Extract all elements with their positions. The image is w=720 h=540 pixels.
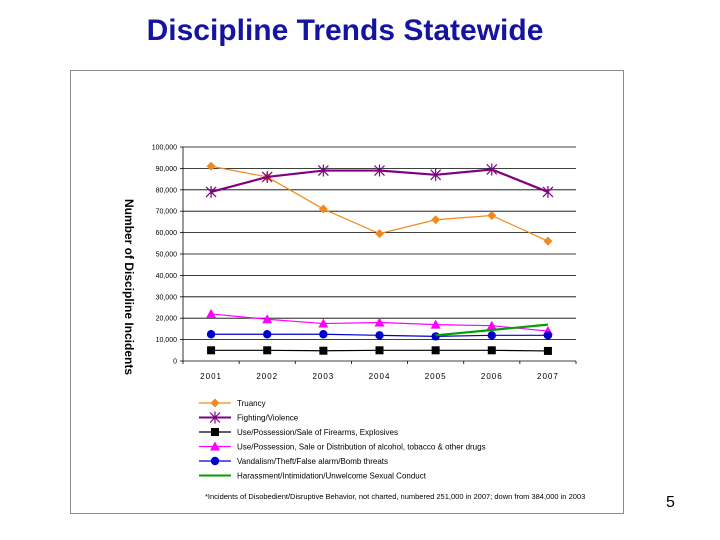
legend-label: Use/Possession, Sale or Distribution of alcohol, tobacco & other drugs [237, 442, 486, 452]
data-point [319, 347, 327, 355]
x-tick-labels [200, 372, 559, 381]
x-tick-label: 2002 [256, 372, 279, 381]
data-point [431, 215, 440, 224]
data-point [207, 346, 215, 354]
x-tick-label: 2003 [312, 372, 335, 381]
y-tick-label: 60,000 [155, 230, 177, 238]
y-tick-label: 20,000 [155, 315, 177, 323]
y-tick-label: 70,000 [155, 208, 177, 216]
chart-frame [70, 70, 624, 514]
data-point [211, 457, 219, 465]
line-chart [71, 71, 623, 513]
data-point [319, 205, 328, 214]
legend-item [199, 457, 388, 466]
data-point [376, 346, 384, 354]
legend-item [199, 442, 486, 452]
y-tick-label: 80,000 [155, 187, 177, 195]
page-number: 5 [666, 494, 675, 511]
data-point [211, 428, 219, 436]
data-point [543, 237, 552, 246]
data-point [263, 330, 271, 338]
y-axis-label: Number of Discipline Incidents [122, 198, 136, 376]
data-point [432, 346, 440, 354]
data-point [263, 346, 271, 354]
data-point [544, 347, 552, 355]
y-tick-labels [152, 145, 177, 366]
data-point [431, 332, 439, 340]
legend-label: Vandalism/Theft/False alarm/Bomb threats [237, 457, 389, 466]
y-tick-label: 30,000 [155, 294, 177, 302]
y-tick-label: 0 [173, 358, 177, 366]
legend-label: Truancy [237, 399, 266, 408]
y-tick-label: 10,000 [155, 337, 177, 345]
x-tick-label: 2007 [537, 372, 559, 381]
legend-label: Fighting/Violence [237, 413, 299, 423]
legend-label: Use/Possession/Sale of Firearms, Explosives [237, 428, 398, 437]
x-tick-label: 2005 [424, 372, 447, 381]
data-point [211, 399, 220, 408]
data-point [544, 331, 552, 339]
series [206, 162, 553, 355]
y-tick-label: 50,000 [155, 251, 177, 259]
y-tick-label: 90,000 [155, 165, 177, 173]
data-point [207, 162, 216, 171]
x-tick-label: 2001 [200, 372, 222, 381]
data-point [543, 186, 553, 198]
legend-item [199, 472, 427, 481]
data-point [207, 330, 215, 338]
data-point [487, 211, 496, 220]
data-point [488, 346, 496, 354]
y-tick-label: 40,000 [155, 272, 177, 280]
data-point [319, 330, 327, 338]
slide-title: Discipline Trends Statewide [146, 14, 544, 47]
data-point [375, 331, 383, 339]
legend-item [199, 428, 398, 437]
series-5 [207, 330, 552, 341]
legend-label: Harassment/Intimidation/Unwelcome Sexual Conduct [237, 471, 426, 481]
x-tick-label: 2004 [368, 372, 391, 381]
y-tick-label: 100,000 [151, 144, 177, 152]
data-point [488, 331, 496, 339]
chart-footnote: *Incidents of Disobedient/Disruptive Behavior, not charted, numbered 251,000 in 2007; down from 384,000 in 2003 [205, 492, 586, 501]
data-point [375, 229, 384, 238]
x-tick-label: 2006 [480, 372, 503, 381]
legend [199, 399, 486, 481]
data-point [206, 309, 216, 318]
legend-item [199, 412, 299, 424]
legend-item [199, 399, 266, 409]
series-3 [207, 346, 552, 355]
